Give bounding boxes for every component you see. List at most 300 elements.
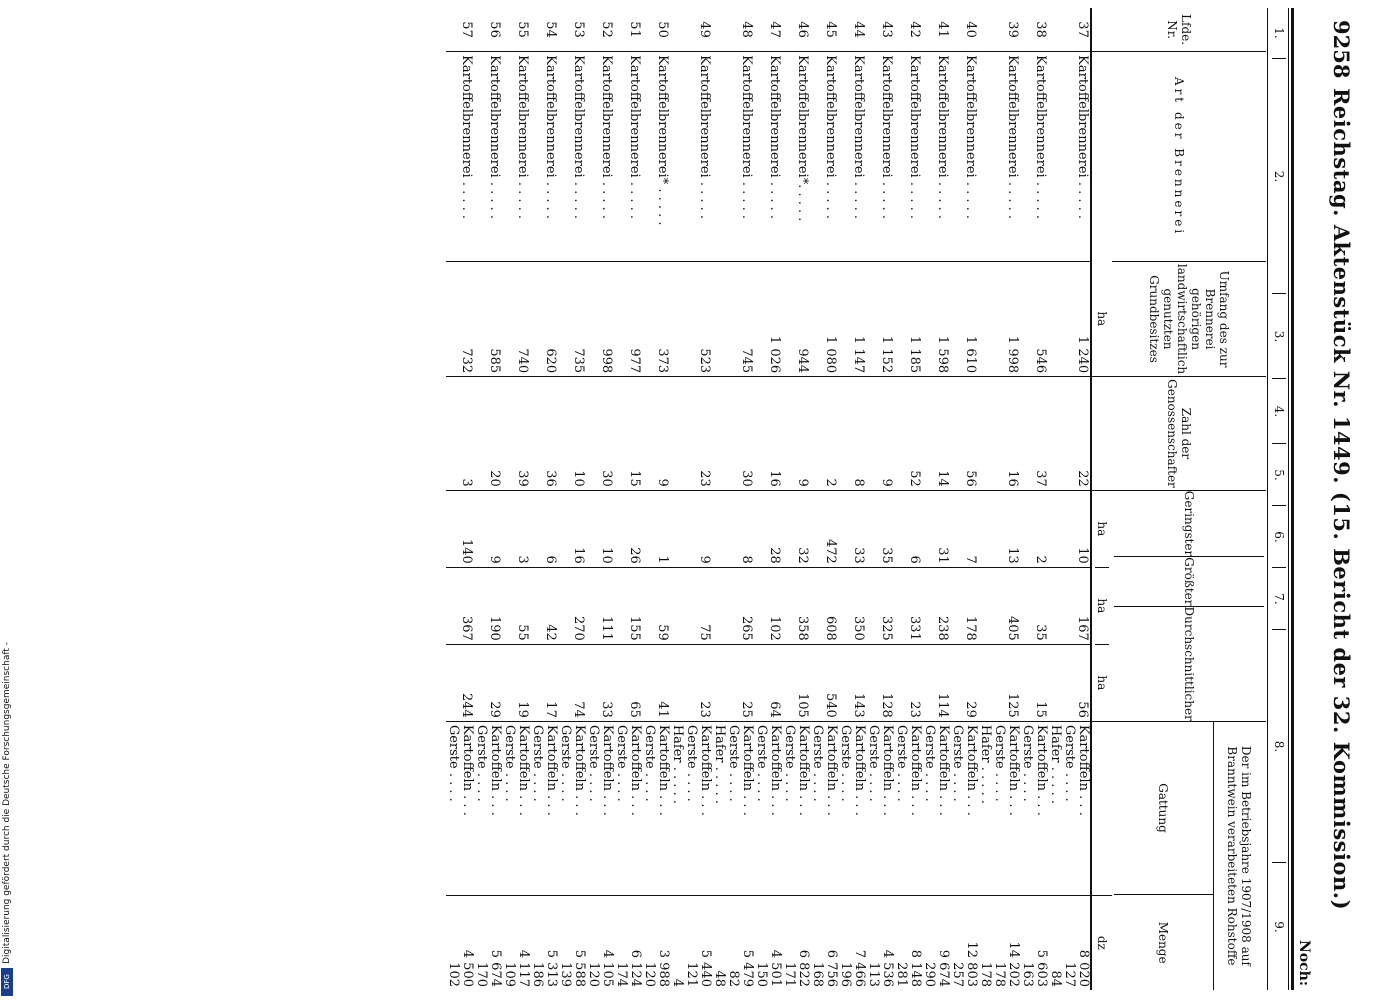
row-art: Kartoffelbrennerei . . . . . <box>866 52 894 262</box>
menge-item: 174 <box>614 962 629 987</box>
table-row <box>950 8 978 990</box>
row-groesster: 270 <box>558 567 586 644</box>
row-durchschnitt: 74 <box>558 644 586 721</box>
row-durchschnitt: 143 <box>838 644 866 721</box>
table-row <box>1020 8 1048 990</box>
header-umfang: Umfang des zur Brennerei gehörigen landwirtschaftlich genutzten Grundbesitzes <box>1112 261 1266 376</box>
row-menge <box>866 895 894 990</box>
row-groesster: 190 <box>474 567 502 644</box>
row-geringster: 472 <box>810 490 838 567</box>
gattung-item: Kartoffeln . . . <box>908 724 923 816</box>
row-gattung <box>446 721 474 895</box>
row-groesster: 608 <box>810 567 838 644</box>
row-number: 47 <box>767 21 782 38</box>
row-number: 40 <box>963 21 978 38</box>
table-row <box>670 8 712 990</box>
header-lfd-nr: Lfde. Nr. <box>1165 14 1193 46</box>
gattung-item: Gerste . . . . <box>922 724 937 802</box>
row-geringster: 33 <box>838 490 866 567</box>
row-gattung <box>782 721 810 895</box>
table-row <box>978 8 1020 990</box>
gattung-item: Gerste . . . . <box>726 724 741 802</box>
column-number: 1. <box>1272 27 1286 39</box>
table-row <box>502 8 530 990</box>
menge-item: 120 <box>642 962 657 987</box>
row-art: Kartoffelbrennerei . . . . . <box>558 52 586 262</box>
row-art: Kartoffelbrennerei . . . . . <box>586 52 614 262</box>
row-durchschnitt: 41 <box>642 644 670 721</box>
row-gattung <box>978 721 1020 895</box>
menge-item: 9 674 <box>936 949 951 987</box>
row-zahl: 39 <box>502 377 530 491</box>
row-zahl: 16 <box>754 377 782 491</box>
row-zahl: 9 <box>866 377 894 491</box>
row-groesster: 35 <box>1020 567 1048 644</box>
row-art: Kartoffelbrennerei . . . . . <box>950 52 978 262</box>
gattung-item: Gerste . . . . <box>838 724 853 802</box>
gattung-item: Kartoffeln . . . <box>796 724 811 816</box>
row-art: Kartoffelbrennerei*. . . . . <box>782 52 810 262</box>
row-umfang: 1 998 <box>978 261 1020 376</box>
row-umfang: 620 <box>530 261 558 376</box>
distillery-table <box>446 8 1266 990</box>
row-durchschnitt: 114 <box>922 644 950 721</box>
table-row <box>754 8 782 990</box>
row-gattung <box>712 721 754 895</box>
row-umfang: 745 <box>712 261 754 376</box>
row-art: Kartoffelbrennerei . . . . . <box>1048 52 1090 262</box>
menge-item: 48 <box>712 970 727 987</box>
row-menge <box>474 895 502 990</box>
menge-item: 150 <box>754 962 769 987</box>
row-art: Kartoffelbrennerei . . . . . <box>894 52 922 262</box>
unit-geringster: ha <box>1095 521 1109 537</box>
row-menge <box>670 895 712 990</box>
row-zahl: 36 <box>530 377 558 491</box>
column-number: 5. <box>1272 443 1286 506</box>
table-row <box>894 8 922 990</box>
table-row <box>782 8 810 990</box>
row-geringster: 31 <box>922 490 950 567</box>
gattung-item: Kartoffeln . . . <box>740 724 755 816</box>
gattung-item: Kartoffeln . . . <box>628 724 643 816</box>
gattung-item: Gerste . . . . <box>754 724 769 802</box>
row-umfang: 977 <box>614 261 642 376</box>
row-durchschnitt: 540 <box>810 644 838 721</box>
table-row <box>810 8 838 990</box>
menge-item: 102 <box>446 962 461 987</box>
row-gattung <box>950 721 978 895</box>
row-zahl: 37 <box>1020 377 1048 491</box>
dfg-logo: DFG <box>1 968 13 996</box>
gattung-item: Gerste . . . . <box>558 724 573 802</box>
menge-item: 4 500 <box>460 949 475 987</box>
menge-item: 121 <box>684 962 699 987</box>
header-groesster: Größter <box>1114 556 1264 605</box>
row-groesster: 265 <box>712 567 754 644</box>
row-menge <box>838 895 866 990</box>
row-durchschnitt: 29 <box>474 644 502 721</box>
row-gattung <box>754 721 782 895</box>
gattung-item: Gerste . . . . <box>950 724 965 802</box>
row-number: 43 <box>879 21 894 38</box>
row-durchschnitt: 23 <box>670 644 712 721</box>
column-number: 7. <box>1272 567 1286 630</box>
row-menge <box>614 895 642 990</box>
menge-item: 109 <box>502 962 517 987</box>
gattung-item: Kartoffeln . . . <box>516 724 531 816</box>
menge-item: 196 <box>838 962 853 987</box>
row-groesster: 42 <box>530 567 558 644</box>
menge-item: 7 466 <box>852 949 867 987</box>
row-number: 51 <box>627 21 642 38</box>
row-umfang: 585 <box>474 261 502 376</box>
table-body <box>446 8 1090 990</box>
menge-item: 14 202 <box>1006 941 1021 987</box>
row-number: 57 <box>459 21 474 38</box>
row-durchschnitt: 29 <box>950 644 978 721</box>
row-gattung <box>894 721 922 895</box>
row-menge <box>922 895 950 990</box>
row-durchschnitt: 17 <box>530 644 558 721</box>
menge-item: 290 <box>922 962 937 987</box>
row-zahl: 16 <box>978 377 1020 491</box>
row-number: 49 <box>697 21 712 38</box>
row-art: Kartoffelbrennerei . . . . . <box>1020 52 1048 262</box>
credit-text: Digitalisierung gefördert durch die Deutsche Forschungsgemeinschaft - <box>2 642 12 964</box>
row-menge <box>950 895 978 990</box>
row-menge <box>1048 895 1090 990</box>
header-verarbeitet: Der im Betriebsjahre 1907/1908 auf Branntwein verarbeiteten Rohstoffe <box>1213 722 1264 990</box>
gattung-item: Gerste . . . . <box>866 724 881 802</box>
table-row <box>614 8 642 990</box>
row-gattung <box>614 721 642 895</box>
row-art: Kartoffelbrennerei . . . . . <box>810 52 838 262</box>
row-zahl: 56 <box>950 377 978 491</box>
row-art: Kartoffelbrennerei . . . . . <box>922 52 950 262</box>
menge-item: 5 313 <box>544 949 559 987</box>
row-art: Kartoffelbrennerei . . . . . <box>530 52 558 262</box>
row-number: 48 <box>739 21 754 38</box>
gattung-item: Gerste . . . . <box>1020 724 1035 802</box>
header-geringster: Geringster <box>1182 490 1196 557</box>
menge-item: 12 803 <box>964 941 979 987</box>
row-gattung <box>922 721 950 895</box>
row-durchschnitt: 244 <box>446 644 474 721</box>
header-rule <box>1090 8 1091 990</box>
row-geringster: 10 <box>586 490 614 567</box>
row-zahl: 30 <box>586 377 614 491</box>
row-umfang: 523 <box>670 261 712 376</box>
menge-item: 5 674 <box>488 949 503 987</box>
row-art: Kartoffelbrennerei . . . . . <box>712 52 754 262</box>
table-row <box>838 8 866 990</box>
header-umfang-unit: ha <box>1095 311 1109 327</box>
row-gattung <box>1020 721 1048 895</box>
gattung-item: Hafer . . . . . <box>670 724 685 804</box>
table-row <box>922 8 950 990</box>
row-art: Kartoffelbrennerei . . . . . <box>502 52 530 262</box>
row-groesster: 238 <box>922 567 950 644</box>
colnum-rule <box>1267 8 1268 990</box>
row-groesster: 102 <box>754 567 782 644</box>
gattung-item: Kartoffeln . . . <box>572 724 587 816</box>
row-groesster: 178 <box>950 567 978 644</box>
menge-item: 4 536 <box>880 949 895 987</box>
gattung-item: Kartoffeln . . . <box>656 724 671 816</box>
column-number: 2. <box>1272 58 1286 294</box>
gattung-item: Hafer . . . . . <box>712 724 727 804</box>
header-zahl: Zahl der Genossenschafter <box>1091 377 1266 491</box>
row-geringster: 13 <box>978 490 1020 567</box>
header-verarbeitet-group <box>1112 721 1266 990</box>
menge-item: 139 <box>558 962 573 987</box>
row-geringster: 32 <box>782 490 810 567</box>
row-geringster: 8 <box>712 490 754 567</box>
column-numbers <box>1268 8 1286 990</box>
row-art: Kartoffelbrennerei . . . . . <box>474 52 502 262</box>
row-number: 45 <box>823 21 838 38</box>
header-art: Art der Brennerei <box>1091 52 1266 262</box>
row-number: 37 <box>1075 21 1090 38</box>
gattung-item: Gerste . . . . <box>530 724 545 802</box>
row-gattung <box>474 721 502 895</box>
row-number: 41 <box>935 21 950 38</box>
row-groesster: 350 <box>838 567 866 644</box>
unit-durchschnitt: ha <box>1095 644 1109 721</box>
gattung-item: Gerste . . . . <box>642 724 657 802</box>
menge-item: 186 <box>530 962 545 987</box>
gattung-item: Gerste . . . . <box>502 724 517 802</box>
gattung-item: Gerste . . . . <box>782 724 797 802</box>
row-menge <box>754 895 782 990</box>
row-menge <box>782 895 810 990</box>
row-number: 52 <box>599 21 614 38</box>
row-zahl: 14 <box>922 377 950 491</box>
row-menge <box>530 895 558 990</box>
row-number: 44 <box>851 21 866 38</box>
header-menge: Menge <box>1114 894 1213 990</box>
gattung-item: Gerste . . . . <box>684 724 699 802</box>
document-sheet <box>98 8 1354 990</box>
menge-item: 6 822 <box>796 949 811 987</box>
menge-item: 6 124 <box>628 949 643 987</box>
header-anteil-units <box>1091 490 1112 721</box>
row-durchschnitt: 33 <box>586 644 614 721</box>
row-geringster: 26 <box>614 490 642 567</box>
row-zahl: 30 <box>712 377 754 491</box>
row-durchschnitt: 15 <box>1020 644 1048 721</box>
row-geringster: 9 <box>670 490 712 567</box>
table-row <box>474 8 502 990</box>
gattung-item: Gerste . . . . <box>614 724 629 802</box>
row-zahl: 15 <box>614 377 642 491</box>
row-art: Kartoffelbrennerei . . . . . <box>446 52 474 262</box>
page-title: Reichstag. Aktenstück Nr. 1449. (15. Bericht der 32. Kommission.) <box>1329 87 1354 911</box>
row-groesster: 325 <box>866 567 894 644</box>
row-gattung <box>670 721 712 895</box>
gattung-item: Kartoffeln . . . <box>936 724 951 816</box>
menge-item: 168 <box>810 962 825 987</box>
menge-item: 8 020 <box>1076 949 1091 987</box>
row-geringster: 140 <box>446 490 474 567</box>
row-zahl: 8 <box>838 377 866 491</box>
row-geringster: 35 <box>866 490 894 567</box>
gattung-item: Gerste . . . . <box>586 724 601 802</box>
gattung-item: Gerste . . . . <box>992 724 1007 802</box>
gattung-item: Hafer . . . . . <box>978 724 993 804</box>
column-number: 9. <box>1272 862 1286 991</box>
unit-groesster: ha <box>1095 567 1109 644</box>
row-zahl: 2 <box>810 377 838 491</box>
row-umfang: 735 <box>558 261 586 376</box>
row-zahl: 3 <box>446 377 474 491</box>
row-number: 39 <box>1005 21 1020 38</box>
gattung-item: Kartoffeln . . . <box>698 724 713 816</box>
menge-item: 281 <box>894 962 909 987</box>
row-number: 55 <box>515 21 530 38</box>
column-number: 6. <box>1272 505 1286 568</box>
row-durchschnitt: 128 <box>866 644 894 721</box>
gattung-item: Hafer . . . . . <box>1048 724 1063 804</box>
row-geringster: 28 <box>754 490 782 567</box>
row-menge <box>446 895 474 990</box>
row-zahl: 9 <box>782 377 810 491</box>
row-geringster: 1 <box>642 490 670 567</box>
row-menge <box>1020 895 1048 990</box>
row-umfang: 1 610 <box>950 261 978 376</box>
row-umfang: 1 026 <box>754 261 782 376</box>
row-groesster: 75 <box>670 567 712 644</box>
menge-item: 5 588 <box>572 949 587 987</box>
row-umfang: 732 <box>446 261 474 376</box>
row-gattung <box>810 721 838 895</box>
row-durchschnitt: 65 <box>614 644 642 721</box>
gattung-item: Gerste . . . . <box>474 724 489 802</box>
row-number: 56 <box>487 21 502 38</box>
row-groesster: 155 <box>614 567 642 644</box>
row-art: Kartoffelbrennerei . . . . . <box>614 52 642 262</box>
row-gattung <box>502 721 530 895</box>
gattung-item: Gerste . . . . <box>810 724 825 802</box>
column-number: 8. <box>1272 629 1286 863</box>
row-geringster: 2 <box>1020 490 1048 567</box>
row-zahl: 52 <box>894 377 922 491</box>
row-menge <box>978 895 1020 990</box>
table-row <box>1048 8 1090 990</box>
menge-item: 171 <box>782 962 797 987</box>
row-groesster: 55 <box>502 567 530 644</box>
row-umfang: 373 <box>642 261 670 376</box>
header-menge-unit: dz <box>1091 895 1112 990</box>
row-gattung <box>838 721 866 895</box>
row-zahl: 22 <box>1048 377 1090 491</box>
gattung-item: Gerste . . . . <box>446 724 461 802</box>
row-groesster: 405 <box>978 567 1020 644</box>
row-durchschnitt: 56 <box>1048 644 1090 721</box>
table-row <box>446 8 474 990</box>
table-row <box>558 8 586 990</box>
table-row <box>586 8 614 990</box>
row-menge <box>502 895 530 990</box>
page-number: 9258 <box>1329 20 1354 79</box>
row-groesster: 358 <box>782 567 810 644</box>
row-zahl: 10 <box>558 377 586 491</box>
table-row <box>866 8 894 990</box>
row-umfang: 1 080 <box>810 261 838 376</box>
top-rule-thin <box>1288 8 1289 990</box>
row-art: Kartoffelbrennerei . . . . . <box>754 52 782 262</box>
table-row <box>712 8 754 990</box>
row-groesster: 59 <box>642 567 670 644</box>
row-geringster: 6 <box>894 490 922 567</box>
row-menge <box>894 895 922 990</box>
menge-item: 178 <box>978 962 993 987</box>
row-zahl: 20 <box>474 377 502 491</box>
row-groesster: 111 <box>586 567 614 644</box>
row-durchschnitt: 23 <box>894 644 922 721</box>
menge-item: 5 603 <box>1034 949 1049 987</box>
menge-item: 4 117 <box>516 949 531 987</box>
table-row <box>642 8 670 990</box>
row-umfang: 998 <box>586 261 614 376</box>
gattung-item: Kartoffeln . . . <box>460 724 475 816</box>
row-art: Kartoffelbrennerei . . . . . <box>838 52 866 262</box>
row-durchschnitt: 25 <box>712 644 754 721</box>
row-menge <box>712 895 754 990</box>
row-durchschnitt: 19 <box>502 644 530 721</box>
row-umfang: 546 <box>1020 261 1048 376</box>
row-number: 50 <box>655 21 670 38</box>
gattung-item: Kartoffeln . . . <box>880 724 895 816</box>
menge-item: 257 <box>950 962 965 987</box>
menge-item: 4 <box>670 978 685 987</box>
gattung-item: Kartoffeln . . . <box>600 724 615 816</box>
menge-item: 3 988 <box>656 949 671 987</box>
row-menge <box>810 895 838 990</box>
gattung-item: Gerste . . . . <box>1062 724 1077 802</box>
row-umfang: 1 147 <box>838 261 866 376</box>
header-gattung: Gattung <box>1156 783 1171 833</box>
row-gattung <box>642 721 670 895</box>
menge-item: 6 756 <box>824 949 839 987</box>
gattung-item: Kartoffeln . . . <box>824 724 839 816</box>
row-geringster: 3 <box>502 490 530 567</box>
row-umfang: 1 185 <box>894 261 922 376</box>
menge-item: 178 <box>992 962 1007 987</box>
row-gattung <box>866 721 894 895</box>
gattung-item: Kartoffeln . . . <box>964 724 979 816</box>
row-gattung <box>1048 721 1090 895</box>
menge-item: 120 <box>586 962 601 987</box>
top-rule <box>1291 8 1294 990</box>
row-durchschnitt: 125 <box>978 644 1020 721</box>
row-geringster: 9 <box>474 490 502 567</box>
row-number: 42 <box>907 21 922 38</box>
column-number: 4. <box>1272 378 1286 444</box>
gattung-item: Kartoffeln . . . <box>544 724 559 816</box>
gattung-item: Gerste . . . . <box>894 724 909 802</box>
row-umfang: 1 240 <box>1048 261 1090 376</box>
column-number: 3. <box>1272 293 1286 379</box>
menge-item: 82 <box>726 970 741 987</box>
menge-item: 163 <box>1020 962 1035 987</box>
gattung-item: Kartoffeln . . . <box>1034 724 1049 816</box>
row-number: 46 <box>795 21 810 38</box>
menge-item: 4 501 <box>768 949 783 987</box>
row-groesster: 167 <box>1048 567 1090 644</box>
menge-item: 84 <box>1048 970 1063 987</box>
